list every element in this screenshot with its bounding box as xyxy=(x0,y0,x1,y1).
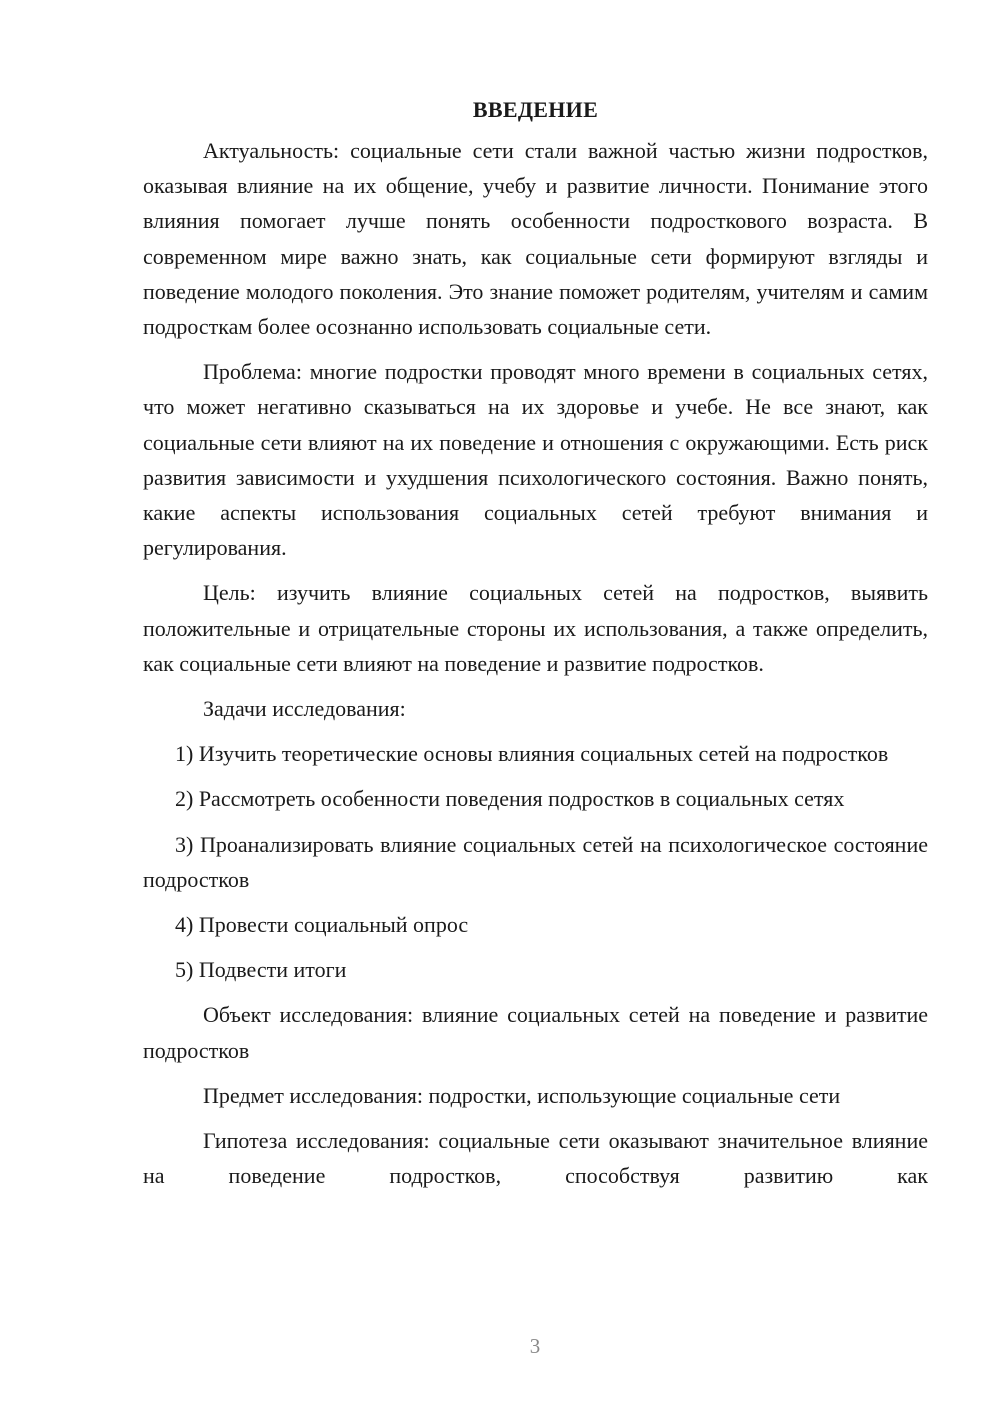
subject-paragraph: Предмет исследования: подростки, использующие социальные сети xyxy=(203,1082,841,1108)
page-content xyxy=(143,92,928,1193)
tasks-list xyxy=(143,736,928,987)
hypothesis-paragraph: Гипотеза исследования: социальные сети оказывают значительное влияние на поведение подростков, способствуя развитию как xyxy=(143,1128,928,1189)
list-item: 1) Изучить теоретические основы влияния социальных сетей на подростков xyxy=(175,741,889,767)
goal-paragraph: Цель: изучить влияние социальных сетей на подростков, выявить положительные и отрицательные стороны их использования, а также определить, как социальные сети влияют на поведение и развитие подростков. xyxy=(143,580,928,676)
list-item: 3) Проанализировать влияние социальных сетей на психологическое состояние подростков xyxy=(143,831,928,892)
list-item: 2) Рассмотреть особенности поведения подростков в социальных сетях xyxy=(175,786,845,812)
section-heading: ВВЕДЕНИЕ xyxy=(472,97,599,122)
problem-paragraph: Проблема: многие подростки проводят много времени в социальных сетях, что может негативно сказываться на их здоровье и учебе. Не все знают, как социальные сети влияют на их поведение и отношения с окружающими. Есть риск развития зависимости и ухудшения психологического состояния. Важно понять, какие аспекты использования социальных сетей требуют внимания и регулирования. xyxy=(143,359,928,561)
list-item: 4) Провести социальный опрос xyxy=(175,912,469,938)
relevance-paragraph: Актуальность: социальные сети стали важной частью жизни подростков, оказывая влияние на их общение, учебу и развитие личности. Понимание этого влияния помогает лучше понять особенности подросткового возраста. В современном мире важно знать, как социальные сети формируют взгляды и поведение молодого поколения. Это знание поможет родителям, учителям и самим подросткам более осознанно использовать социальные сети. xyxy=(143,138,928,340)
list-item: 5) Подвести итоги xyxy=(175,957,347,983)
object-paragraph: Объект исследования: влияние социальных сетей на поведение и развитие подростков xyxy=(143,1002,928,1063)
page-number: 3 xyxy=(529,1334,541,1358)
tasks-title: Задачи исследования: xyxy=(203,696,406,722)
